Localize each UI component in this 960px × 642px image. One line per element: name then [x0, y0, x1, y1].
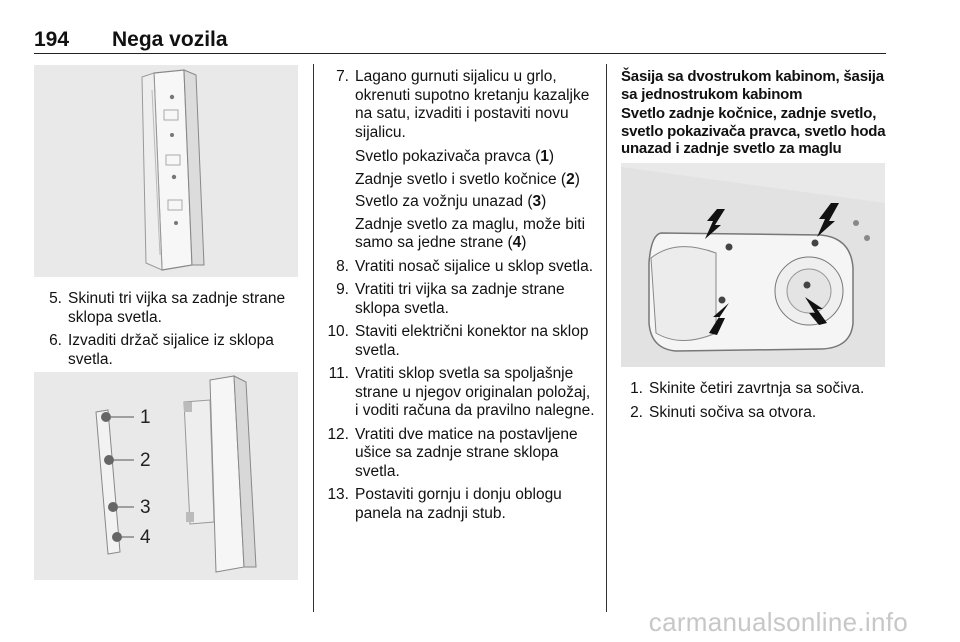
chassis-light-illustration	[621, 163, 885, 367]
bulb-1	[101, 412, 111, 422]
list-item: 5. Skinuti tri vijka sa zadnje strane sklopa svetla.	[49, 290, 286, 326]
column-divider-left	[313, 64, 314, 612]
list-item: 1. Skinite četiri zavrtnja sa sočiva.	[630, 380, 865, 397]
watermark: carmanualsonline.info	[648, 607, 908, 637]
section-heading-chassis: Šasija sa dvostrukom kabinom, šasija sa jednostrukom kabinom	[621, 68, 884, 103]
list-item: 13. Postaviti gornju i donju oblogu panela na zadnji stub.	[327, 486, 562, 522]
column-divider-right	[606, 64, 607, 612]
list-item: 8. Vratiti nosač sijalice u sklop svetla.	[336, 257, 594, 275]
page-header	[34, 28, 886, 52]
figure-label-2: 2	[140, 450, 151, 471]
chassis-light-figure	[621, 163, 885, 367]
page-number: 194	[34, 28, 70, 51]
list-item: 9. Vratiti tri vijka sa zadnje strane sklopa svetla.	[336, 281, 565, 317]
bulb-types	[355, 148, 595, 253]
figure-label-1: 1	[140, 407, 151, 428]
chapter-title: Nega vozila	[112, 28, 228, 51]
bulb-type-item: Zadnje svetlo za maglu, može biti samo sa jedne strane (4)	[355, 215, 586, 251]
taillight-rear-figure	[34, 65, 298, 277]
bulb-holder-illustration	[34, 372, 298, 580]
list-item: 12. Vratiti dve matice na postavljene ušice sa zadnje strane sklopa svetla.	[327, 425, 578, 480]
bulb-holder-figure	[34, 372, 298, 580]
list-item: 10. Staviti električni konektor na sklop svetla.	[327, 323, 589, 359]
bulb-3	[108, 502, 118, 512]
figure-label-3: 3	[140, 497, 151, 518]
left-steps-list	[49, 290, 293, 374]
list-item: 2. Skinuti sočiva sa otvora.	[630, 403, 817, 421]
bulb-2	[104, 455, 114, 465]
list-item: 6. Izvaditi držač sijalice iz sklopa svetla.	[49, 332, 274, 368]
taillight-rear-illustration	[34, 65, 298, 277]
header-rule	[34, 53, 886, 54]
list-item: 11. Vratiti sklop svetla sa spoljašnje strane u njegov originalan položaj, i voditi računa da pravilno nalegne.	[328, 365, 595, 419]
middle-steps-list	[327, 68, 595, 528]
bulb-4	[112, 532, 122, 542]
bulb-type-item: Svetlo za vožnju unazad (3)	[355, 193, 547, 210]
section-heading-lights: Svetlo zadnje kočnice, zadnje svetlo, svetlo pokazivača pravca, svetlo hoda unazad i zadnje svetlo za maglu	[621, 105, 886, 157]
bulb-type-item: Svetlo pokazivača pravca (1)	[355, 148, 555, 165]
figure-label-4: 4	[140, 527, 151, 548]
right-steps-list	[630, 380, 885, 427]
list-item: 7. Lagano gurnuti sijalicu u grlo, okrenuti supotno kretanju kazaljke na satu, izvaditi i postaviti novu sijalicu. Svetlo pokazivača pravca (1) Zadnje svetlo i svetlo kočnice (2) Svetlo za vožnju unazad (3) Zadnje svetlo za maglu, može biti samo sa jedne strane (4)	[355, 68, 595, 253]
bulb-type-item: Zadnje svetlo i svetlo kočnice (2)	[355, 170, 580, 188]
